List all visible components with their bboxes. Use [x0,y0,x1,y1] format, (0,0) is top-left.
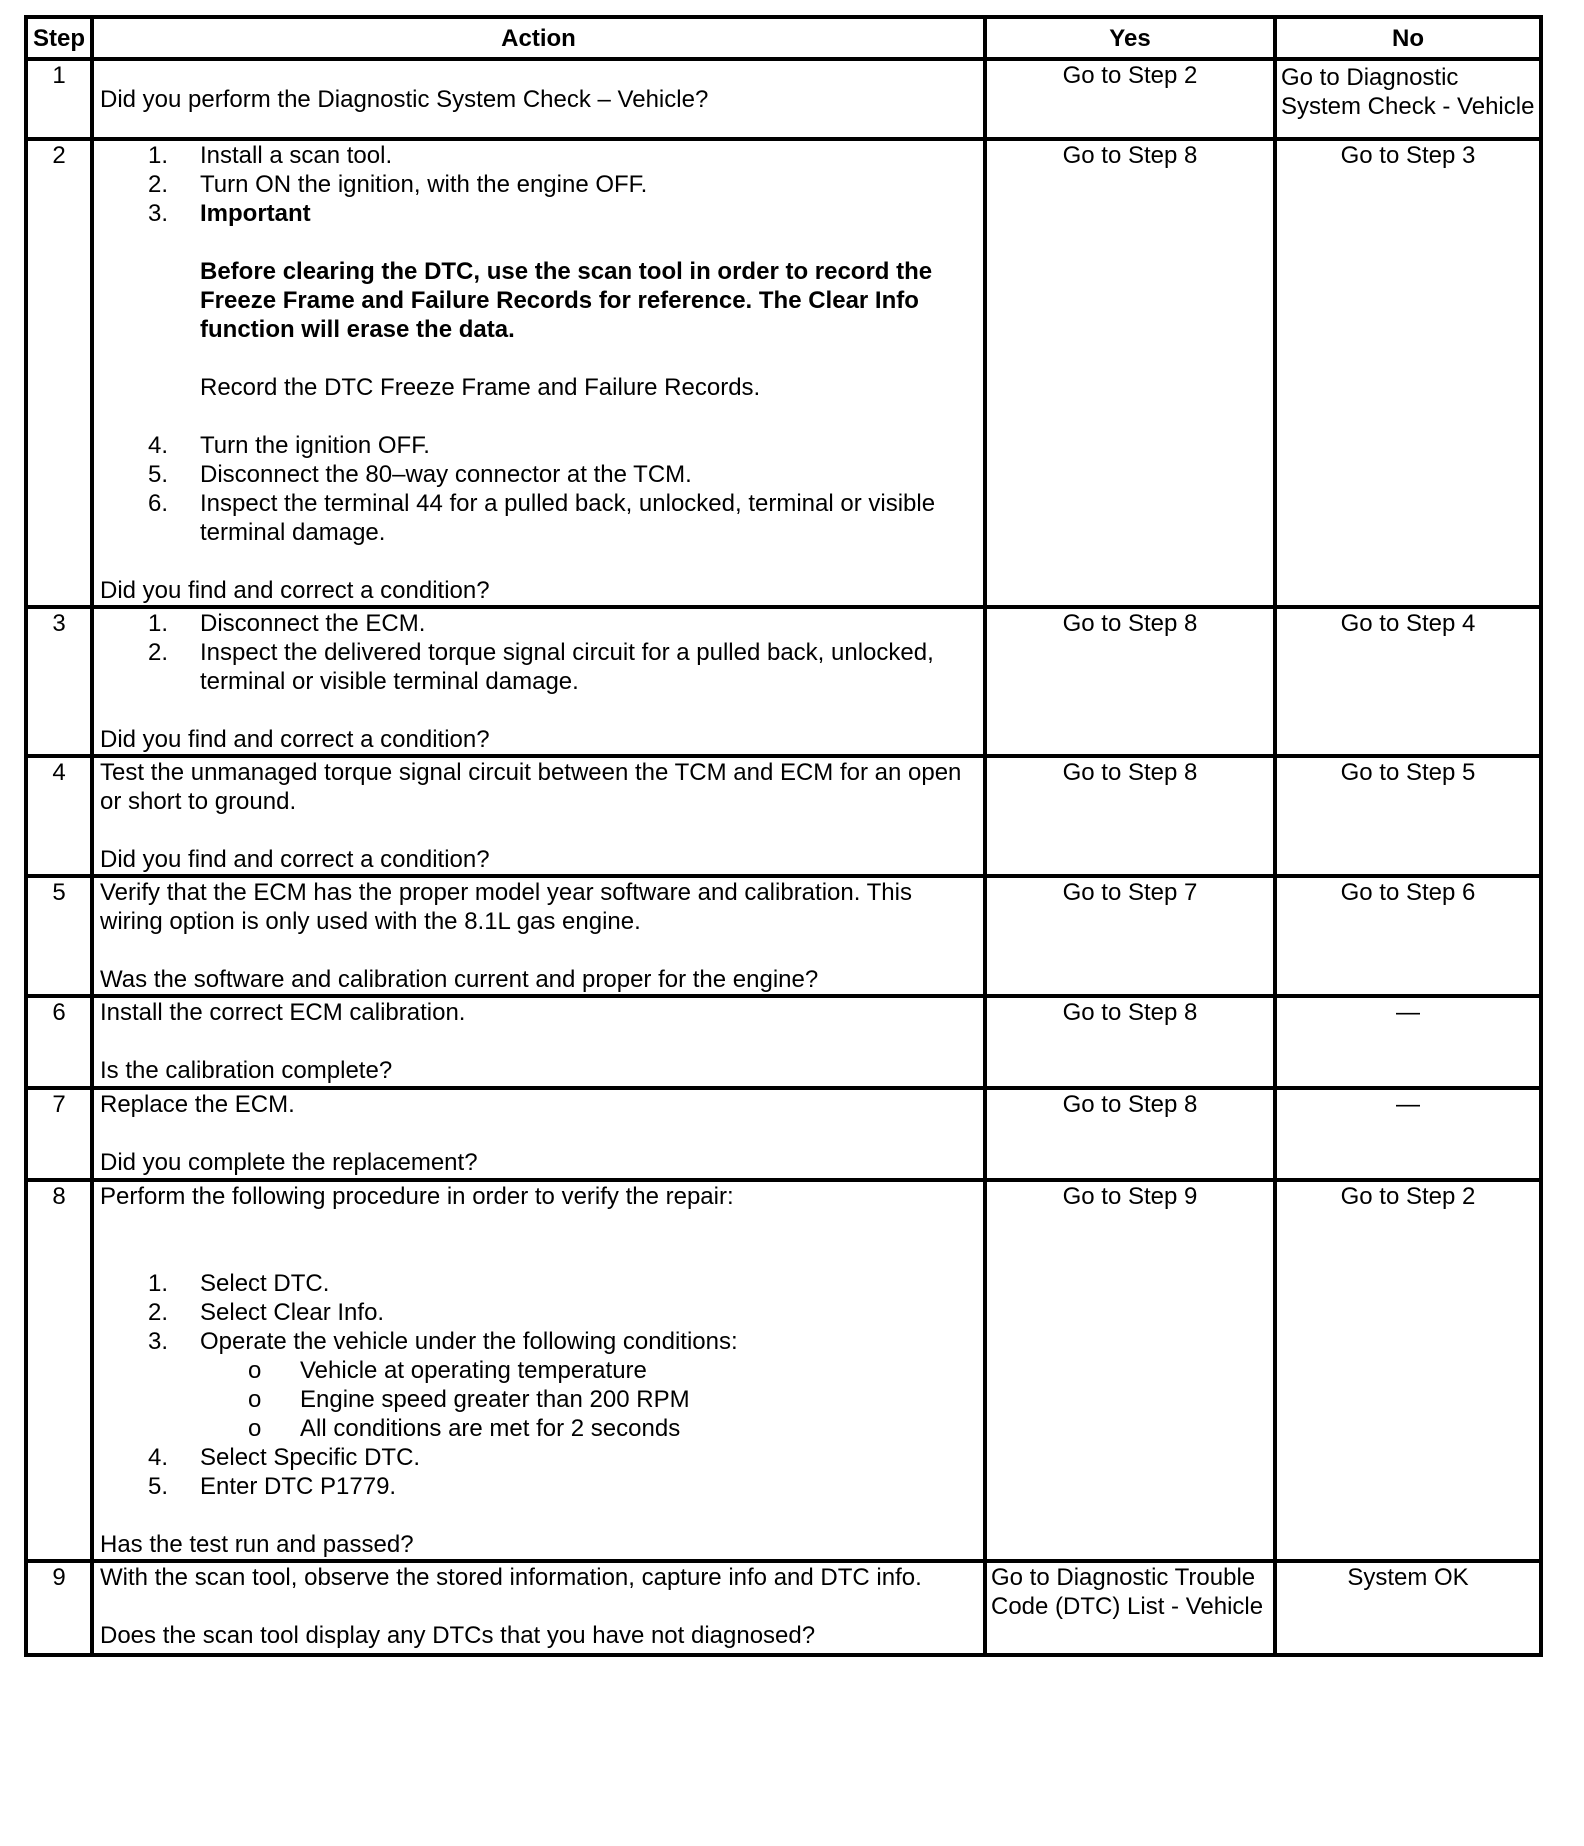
condition-item: o Vehicle at operating temperature [248,1357,647,1384]
action-cell [92,139,985,607]
header-action: Action [92,17,985,59]
yes-cell: Go to Step 8 [985,996,1275,1088]
table-row-step-9 [26,1561,1541,1655]
no-cell: Go to Step 5 [1275,756,1541,876]
list-item: 4. Turn the ignition OFF. [148,432,430,459]
header-yes: Yes [985,17,1275,59]
action-cell [92,756,985,876]
list-item: 6. Inspect the terminal 44 for a pulled back, unlocked, terminal or visible terminal damage. [148,490,936,546]
table-row-step-8 [26,1180,1541,1561]
yes-cell: Go to Diagnostic Trouble Code (DTC) List - Vehicle [985,1561,1275,1655]
action-question: Did you complete the replacement? [100,1149,478,1176]
list-item: 2. Select Clear Info. [148,1299,385,1326]
no-cell [1275,996,1541,1088]
table-row-step-5 [26,876,1541,996]
diagnostic-table [24,15,1543,1657]
action-intro: Install the correct ECM calibration. [100,999,466,1026]
yes-cell: Go to Step 8 [985,756,1275,876]
action-intro: With the scan tool, observe the stored information, capture info and DTC info. [100,1564,922,1591]
action-intro: Test the unmanaged torque signal circuit between the TCM and ECM for an open or short to ground. [100,759,962,815]
yes-cell: Go to Step 9 [985,1180,1275,1561]
no-cell: Go to Diagnostic System Check - Vehicle [1275,59,1541,139]
list-item: 3. Operate the vehicle under the following conditions: o Vehicle at operating temperature o Engine speed greater than 200 RPM o All conditions are met for 2 seconds [100,1327,977,1443]
action-steps-list [100,1269,977,1501]
no-cell: Go to Step 4 [1275,607,1541,756]
not-applicable-dash: — [1396,999,1420,1026]
no-cell: System OK [1275,1561,1541,1655]
bullet-icon: o [248,1386,262,1413]
list-item: 1. Install a scan tool. [148,142,393,169]
step-number: 8 [26,1180,92,1561]
step-number: 7 [26,1088,92,1180]
action-cell [92,996,985,1088]
action-question: Did you find and correct a condition? [100,726,490,753]
yes-cell: Go to Step 8 [985,139,1275,607]
list-item: 2. Inspect the delivered torque signal circuit for a pulled back, unlocked, terminal or visible terminal damage. [148,639,934,695]
action-intro: Replace the ECM. [100,1091,295,1118]
action-question: Did you find and correct a condition? [100,846,490,873]
list-item: 5. Enter DTC P1779. [148,1473,397,1500]
table-row-step-7 [26,1088,1541,1180]
table-row-step-1 [26,59,1541,139]
table-row-step-6 [26,996,1541,1088]
action-cell [92,1561,985,1655]
action-question: Was the software and calibration current and proper for the engine? [100,966,819,993]
conditions-list [200,1356,977,1443]
no-cell: Go to Step 3 [1275,139,1541,607]
action-cell [92,876,985,996]
action-question: Did you find and correct a condition? [100,577,490,604]
important-note: Before clearing the DTC, use the scan tool in order to record the Freeze Frame and Failure Records for reference. The Clear Info function will erase the data. [200,258,933,343]
action-steps-list [100,141,977,547]
action-question: Does the scan tool display any DTCs that you have not diagnosed? [100,1622,816,1649]
step-number: 2 [26,139,92,607]
list-item: 5. Disconnect the 80–way connector at the TCM. [148,461,692,488]
action-cell [92,607,985,756]
action-cell [92,1180,985,1561]
list-item: 1. Select DTC. [148,1270,330,1297]
table-row-step-3 [26,607,1541,756]
step-number: 1 [26,59,92,139]
step-number: 4 [26,756,92,876]
action-steps-list [100,609,977,696]
yes-cell: Go to Step 2 [985,59,1275,139]
record-note: Record the DTC Freeze Frame and Failure Records. [200,374,761,401]
action-cell [92,59,985,139]
list-item: 3. Important Before clearing the DTC, use the scan tool in order to record the Freeze Frame and Failure Records for reference. The Clear Info function will erase the data. Record the DTC Freeze Frame and Failure Records. [100,199,977,431]
yes-cell: Go to Step 8 [985,607,1275,756]
no-cell: Go to Step 6 [1275,876,1541,996]
action-question: Did you perform the Diagnostic System Check – Vehicle? [100,85,709,113]
no-cell [1275,1088,1541,1180]
no-cell: Go to Step 2 [1275,1180,1541,1561]
header-no: No [1275,17,1541,59]
action-question: Is the calibration complete? [100,1057,393,1084]
action-intro: Verify that the ECM has the proper model year software and calibration. This wiring option is only used with the 8.1L gas engine. [100,879,912,935]
bullet-icon: o [248,1415,262,1442]
yes-cell: Go to Step 7 [985,876,1275,996]
action-cell [92,1088,985,1180]
important-label: Important [200,200,311,227]
header-step: Step [26,17,92,59]
bullet-icon: o [248,1357,262,1384]
yes-cell: Go to Step 8 [985,1088,1275,1180]
list-item: 2. Turn ON the ignition, with the engine OFF. [148,171,648,198]
condition-item: o All conditions are met for 2 seconds [248,1415,681,1442]
step-number: 6 [26,996,92,1088]
list-item: 1. Disconnect the ECM. [148,610,426,637]
step-number: 9 [26,1561,92,1655]
table-header-row [26,17,1541,59]
list-item: 4. Select Specific DTC. [148,1444,421,1471]
step-number: 3 [26,607,92,756]
table-row-step-2 [26,139,1541,607]
step-number: 5 [26,876,92,996]
action-intro: Perform the following procedure in order to verify the repair: [100,1183,734,1210]
condition-item: o Engine speed greater than 200 RPM [248,1386,690,1413]
not-applicable-dash: — [1396,1091,1420,1118]
action-question: Has the test run and passed? [100,1531,414,1558]
table-row-step-4 [26,756,1541,876]
